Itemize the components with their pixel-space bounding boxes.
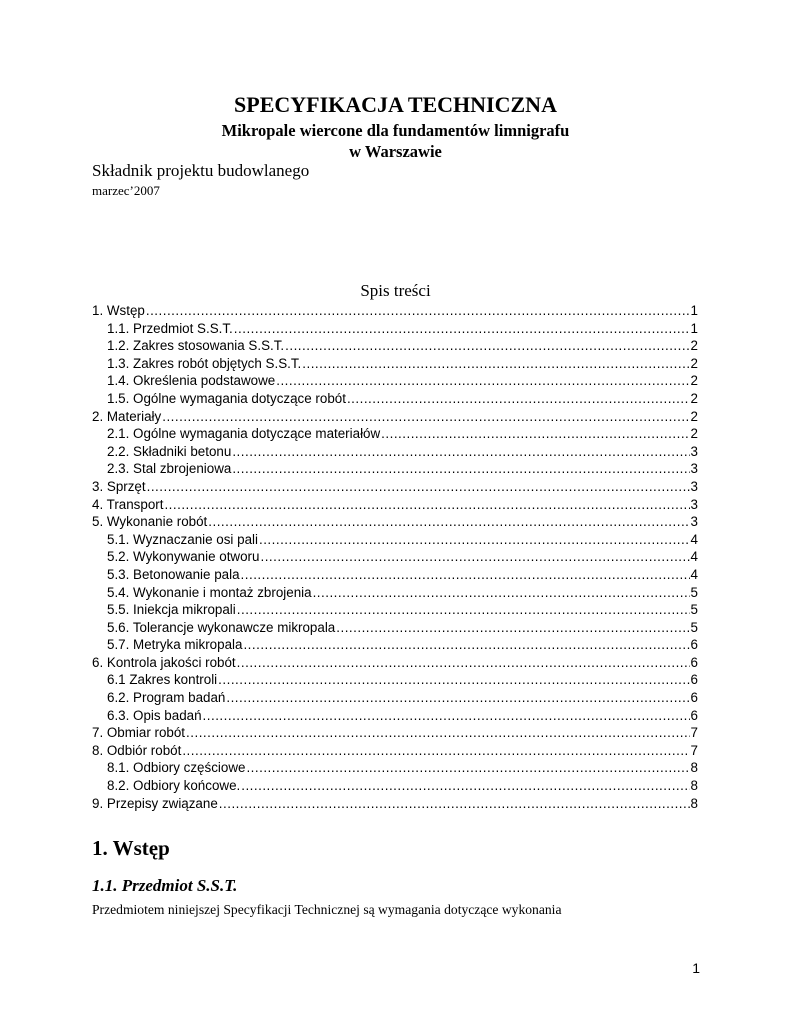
toc-entry[interactable]: [92, 601, 698, 619]
toc-entry-label[interactable]: 3. Sprzęt: [92, 478, 146, 494]
toc-entry[interactable]: [92, 689, 698, 707]
toc-entry-page[interactable]: 4: [690, 566, 698, 582]
toc-entry-page[interactable]: 2: [690, 408, 698, 424]
toc-entry[interactable]: [92, 548, 698, 566]
toc-dot-leader: [146, 302, 690, 320]
toc-entry-page[interactable]: 6: [690, 637, 698, 653]
toc-entry-page[interactable]: 1: [690, 320, 698, 336]
toc-entry-page[interactable]: 6: [690, 654, 698, 670]
toc-entry[interactable]: [92, 531, 698, 549]
toc-entry[interactable]: [92, 355, 698, 373]
toc-dot-leader: [237, 601, 690, 619]
document-subtitle-line1: Mikropale wiercone dla fundamentów limnigrafu: [221, 121, 570, 140]
toc-entry-label[interactable]: 7. Obmiar robót: [92, 725, 186, 741]
toc-entry[interactable]: [92, 302, 698, 320]
toc-entry[interactable]: [92, 636, 698, 654]
toc-entry[interactable]: [92, 425, 698, 443]
document-date: marzec’2007: [92, 183, 160, 198]
toc-entry-label[interactable]: 5.6. Tolerancje wykonawcze mikropala: [107, 619, 336, 635]
toc-dot-leader: [218, 671, 689, 689]
toc-entry-label[interactable]: 6.2. Program badań: [107, 690, 226, 706]
toc-entry-label[interactable]: 6.1 Zakres kontroli: [107, 672, 218, 688]
toc-entry-label[interactable]: 5.2. Wykonywanie otworu: [107, 549, 260, 565]
toc-entry-label[interactable]: 1.4. Określenia podstawowe: [107, 373, 276, 389]
toc-dot-leader: [182, 742, 689, 760]
toc-entry-page[interactable]: 3: [690, 443, 698, 459]
toc-entry-page[interactable]: 3: [690, 514, 698, 530]
toc-entry-page[interactable]: 7: [690, 725, 698, 741]
toc-entry-page[interactable]: 5: [690, 584, 698, 600]
page-number: 1: [692, 960, 700, 976]
toc-entry[interactable]: [92, 654, 698, 672]
toc-entry-page[interactable]: 2: [690, 426, 698, 442]
toc-entry-label[interactable]: 6. Kontrola jakości robót: [92, 654, 236, 670]
toc-entry[interactable]: [92, 619, 698, 637]
toc-entry-page[interactable]: 8: [690, 760, 698, 776]
toc-entry-label[interactable]: 6.3. Opis badań: [107, 707, 202, 723]
toc-entry-label[interactable]: 1. Wstęp: [92, 303, 145, 318]
toc-entry[interactable]: [92, 566, 698, 584]
toc-entry-label[interactable]: 5.3. Betonowanie pala: [107, 566, 240, 582]
toc-entry[interactable]: [92, 724, 698, 742]
document-title: SPECYFIKACJA TECHNICZNA: [234, 92, 557, 117]
toc-entry[interactable]: [92, 759, 698, 777]
toc-dot-leader: [241, 566, 690, 584]
toc-dot-leader: [234, 320, 690, 338]
toc-dot-leader: [147, 478, 690, 496]
toc-entry[interactable]: [92, 478, 698, 496]
toc-entry-label[interactable]: 8.1. Odbiory częściowe: [107, 760, 246, 776]
toc-entry[interactable]: [92, 513, 698, 531]
toc-dot-leader: [226, 689, 689, 707]
toc-entry-page[interactable]: 2: [690, 355, 698, 371]
toc-entry-page[interactable]: 5: [690, 602, 698, 618]
toc-entry-page[interactable]: 4: [690, 531, 698, 547]
toc-entry-label[interactable]: 2.3. Stal zbrojeniowa: [107, 461, 232, 477]
toc-dot-leader: [208, 513, 689, 531]
toc-entry-label[interactable]: 2.1. Ogólne wymagania dotyczące materiałów: [107, 426, 381, 442]
toc-dot-leader: [162, 408, 689, 426]
toc-entry[interactable]: [92, 795, 698, 813]
toc-entry-page[interactable]: 1: [690, 303, 698, 318]
toc-entry-label[interactable]: 5.5. Iniekcja mikropali: [107, 602, 236, 618]
toc-entry-label[interactable]: 2. Materiały: [92, 408, 162, 424]
toc-entry-label[interactable]: 5.4. Wykonanie i montaż zbrojenia: [107, 584, 312, 600]
toc-entry-page[interactable]: 6: [690, 690, 698, 706]
toc-dot-leader: [276, 372, 689, 390]
toc-dot-leader: [232, 460, 689, 478]
toc-dot-leader: [285, 337, 689, 355]
toc-entry-label[interactable]: 4. Transport: [92, 496, 164, 512]
toc-entry[interactable]: [92, 777, 698, 795]
toc-entry-label[interactable]: 1.1. Przedmiot S.S.T.: [107, 320, 233, 336]
toc-dot-leader: [243, 636, 689, 654]
toc-entry-page[interactable]: 6: [690, 707, 698, 723]
toc-dot-leader: [336, 619, 689, 637]
toc-entry-label[interactable]: 2.2. Składniki betonu: [107, 443, 232, 459]
toc-entry-page[interactable]: 3: [690, 478, 698, 494]
toc-entry-page[interactable]: 2: [690, 338, 698, 354]
toc-dot-leader: [237, 654, 690, 672]
toc-entry-page[interactable]: 3: [690, 496, 698, 512]
body-paragraph: Przedmiotem niniejszej Specyfikacji Technicznej są wymagania dotyczące wykonania: [92, 902, 562, 917]
toc-dot-leader: [219, 795, 690, 813]
toc-entry-label[interactable]: 8.2. Odbiory końcowe.: [107, 778, 241, 794]
toc-dot-leader: [259, 531, 690, 549]
toc-entry[interactable]: [92, 496, 698, 514]
toc-entry-page[interactable]: 2: [690, 373, 698, 389]
toc-entry-label[interactable]: 9. Przepisy związane: [92, 795, 218, 811]
table-of-contents: [92, 302, 698, 812]
toc-entry[interactable]: [92, 320, 698, 338]
toc-entry-page[interactable]: 8: [690, 778, 698, 794]
toc-entry-page[interactable]: 2: [690, 390, 698, 406]
toc-entry-label[interactable]: 8. Odbiór robót: [92, 742, 182, 758]
toc-entry[interactable]: [92, 372, 698, 390]
toc-entry-label[interactable]: 5. Wykonanie robót: [92, 514, 208, 530]
toc-entry-page[interactable]: 8: [690, 795, 698, 811]
toc-dot-leader: [246, 759, 689, 777]
toc-dot-leader: [313, 584, 690, 602]
toc-entry[interactable]: [92, 671, 698, 689]
toc-entry[interactable]: [92, 443, 698, 461]
toc-entry[interactable]: [92, 707, 698, 725]
toc-entry-label[interactable]: 5.7. Metryka mikropala: [107, 637, 243, 653]
toc-entry-label[interactable]: 1.5. Ogólne wymagania dotyczące robót: [107, 390, 346, 406]
toc-entry[interactable]: [92, 742, 698, 760]
toc-heading: Spis treści: [360, 281, 431, 300]
toc-entry-page[interactable]: 4: [690, 549, 698, 565]
toc-entry-label[interactable]: 1.2. Zakres stosowania S.S.T.: [107, 338, 285, 354]
document-subtitle-line2: w Warszawie: [349, 142, 442, 161]
toc-dot-leader: [302, 355, 689, 373]
toc-entry[interactable]: [92, 584, 698, 602]
toc-entry[interactable]: [92, 408, 698, 426]
toc-dot-leader: [232, 443, 689, 461]
section-heading: 1. Wstęp: [92, 836, 170, 860]
toc-dot-leader: [203, 707, 690, 725]
toc-dot-leader: [164, 496, 689, 514]
toc-entry[interactable]: [92, 337, 698, 355]
toc-dot-leader: [260, 548, 689, 566]
toc-dot-leader: [241, 777, 689, 795]
toc-entry-page[interactable]: 5: [690, 619, 698, 635]
toc-entry[interactable]: [92, 390, 698, 408]
toc-entry-label[interactable]: 1.3. Zakres robót objętych S.S.T.: [107, 355, 302, 371]
toc-entry-page[interactable]: 7: [690, 742, 698, 758]
project-component-label: Składnik projektu budowlanego: [92, 161, 310, 180]
toc-entry-page[interactable]: 3: [690, 461, 698, 477]
toc-dot-leader: [186, 724, 690, 742]
toc-entry-label[interactable]: 5.1. Wyznaczanie osi pali: [107, 531, 258, 547]
subsection-heading: 1.1. Przedmiot S.S.T.: [92, 876, 238, 895]
toc-dot-leader: [381, 425, 689, 443]
toc-entry-page[interactable]: 6: [690, 672, 698, 688]
toc-entry[interactable]: [92, 460, 698, 478]
toc-dot-leader: [347, 390, 690, 408]
